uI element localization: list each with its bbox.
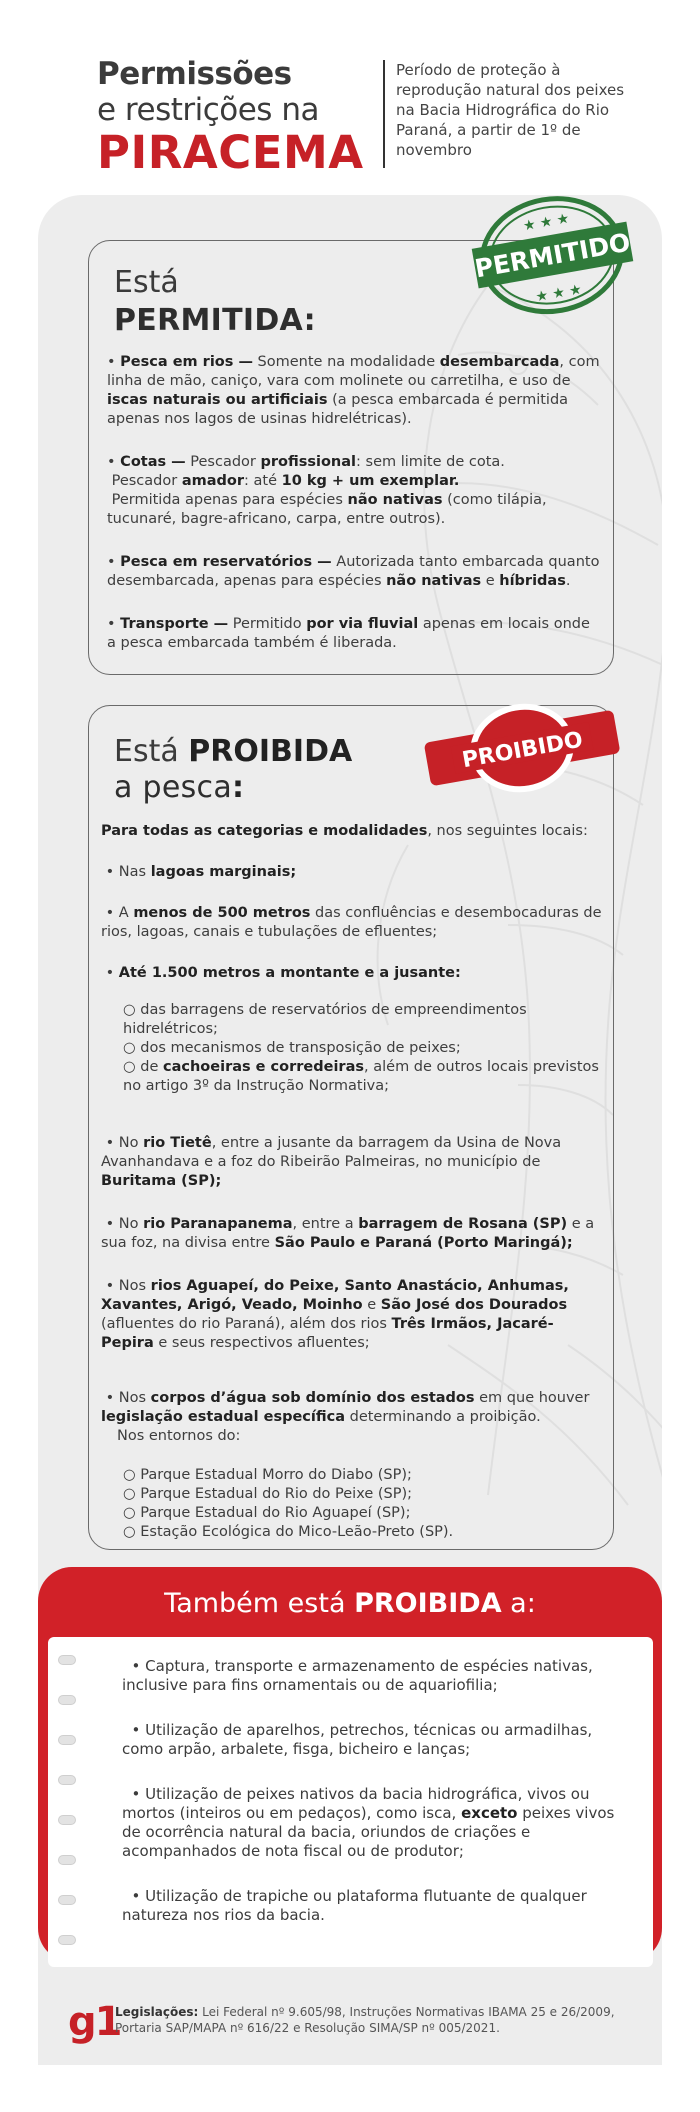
permitted-heading-a: Está — [114, 265, 179, 300]
list-item: • Nos corpos d’água sob domínio dos estados em que houver legislação estadual específica determinando a proibição. — [101, 1390, 590, 1425]
list-item: • No rio Paranapanema, entre a barragem de Rosana (SP) e a sua foz, na divisa entre São Paulo e Paraná (Porto Maringá); — [101, 1216, 595, 1251]
list-subitem: ○ das barragens de reservatórios de empreendimentos hidrelétricos; — [123, 1002, 527, 1037]
forbidden-list — [101, 822, 606, 1542]
permitted-heading-b: PERMITIDA: — [114, 303, 316, 338]
svg-text:★ ★ ★: ★ ★ ★ — [521, 210, 571, 235]
title-line-3: PIRACEMA — [97, 126, 364, 179]
binder-ring-icon — [58, 1655, 76, 1665]
header — [0, 0, 700, 190]
forbidden-heading-b: a pesca: — [114, 770, 245, 805]
list-subitem: ○ dos mecanismos de transposição de peixes; — [123, 1040, 461, 1056]
also-forbidden-title: Também está PROIBIDA a: — [164, 1588, 536, 1619]
subtitle: Período de proteção à reprodução natural dos peixes na Bacia Hidrográfica do Rio Paraná, a partir de 1º de novembro — [396, 61, 625, 159]
list-item: • Cotas — Pescador profissional: sem limite de cota. Pescador amador: até 10 kg + um exemplar. Permitida apenas para espécies não nativas (como tilápia, tucunaré, bagre-africano, carpa, entre outros). — [107, 454, 547, 527]
proibido-stamp-text: PROIBIDO — [460, 727, 585, 774]
forbidden-heading-a: Está PROIBIDA — [114, 734, 353, 769]
list-subitem: ○ de cachoeiras e corredeiras, além de outros locais previstos no artigo 3º da Instrução Normativa; — [123, 1059, 599, 1094]
list-item: • Pesca em reservatórios — Autorizada tanto embarcada quanto desembarcada, apenas para espécies não nativas e híbridas. — [107, 554, 600, 589]
park-item: ○ Estação Ecológica do Mico-Leão-Preto (SP). — [123, 1524, 454, 1540]
g1-logo: g1 — [68, 1999, 121, 2045]
park-item: ○ Parque Estadual do Rio Aguapeí (SP); — [123, 1505, 411, 1521]
also-forbidden-box — [38, 1567, 662, 1962]
list-item: • Utilização de aparelhos, petrechos, técnicas ou armadilhas, como arpão, arbalete, fisga, bicheiro e lanças; — [122, 1721, 593, 1758]
list-item: • Transporte — Permitido por via fluvial apenas em locais onde a pesca embarcada também é liberada. — [107, 616, 590, 651]
list-subintro: Nos entornos do: — [117, 1428, 241, 1444]
list-item: • Utilização de trapiche ou plataforma flutuante de qualquer natureza nos rios da bacia. — [122, 1887, 587, 1924]
list-item: • Nos rios Aguapeí, do Peixe, Santo Anastácio, Anhumas, Xavantes, Arigó, Veado, Moinho e São José dos Dourados (afluentes do rio Paraná), além dos rios Três Irmãos, Jacaré-Pepira e seus respectivos afluentes; — [101, 1278, 569, 1351]
list-item: • Até 1.500 metros a montante e a jusante: — [101, 965, 461, 981]
footer — [38, 1990, 662, 2070]
svg-text:★ ★ ★: ★ ★ ★ — [534, 281, 584, 306]
title-line-1: Permissões — [97, 56, 292, 92]
binder-ring-icon — [58, 1895, 76, 1905]
title-line-2: e restrições na — [97, 92, 319, 128]
permitido-stamp-text: PERMITIDO — [472, 227, 633, 284]
legislation-note: Legislações: Lei Federal nº 9.605/98, Instruções Normativas IBAMA 25 e 26/2009, Portaria SAP/MAPA nº 616/22 e Resolução SIMA/SP nº 005/2021. — [115, 2005, 615, 2035]
list-item: • No rio Tietê, entre a jusante da barragem da Usina de Nova Avanhandava e a foz do Ribeirão Palmeiras, no município de Buritama (SP); — [101, 1135, 562, 1189]
binder-ring-icon — [58, 1855, 76, 1865]
binder-ring-icon — [58, 1935, 76, 1945]
forbidden-intro: Para todas as categorias e modalidades, nos seguintes locais: — [101, 823, 588, 839]
list-item: • Nas lagoas marginais; — [101, 864, 297, 880]
forbidden-card — [88, 705, 614, 1550]
header-divider — [383, 60, 385, 168]
park-item: ○ Parque Estadual do Rio do Peixe (SP); — [123, 1486, 413, 1502]
list-item: • Pesca em rios — Somente na modalidade desembarcada, com linha de mão, caniço, vara com molinete ou carretilha, e uso de iscas naturais ou artificiais (a pesca embarcada é permitida apenas nos lagos de usinas hidrelétricas). — [107, 354, 600, 427]
binder-ring-icon — [58, 1735, 76, 1745]
list-item: • Captura, transporte e armazenamento de espécies nativas, inclusive para fins ornamentais ou de aquariofilia; — [122, 1657, 593, 1694]
page-title — [97, 56, 372, 178]
park-item: ○ Parque Estadual Morro do Diabo (SP); — [123, 1467, 412, 1483]
permitted-list — [107, 353, 602, 653]
notebook-page — [48, 1637, 653, 1967]
list-item: • Utilização de peixes nativos da bacia hidrográfica, vivos ou mortos (inteiros ou em pedaços), como isca, exceto peixes vivos de ocorrência natural da bacia, oriundos de criações e acompanhados de nota fiscal ou de produtor; — [122, 1785, 615, 1860]
binder-ring-icon — [58, 1815, 76, 1825]
list-item: • A menos de 500 metros das confluências e desembocaduras de rios, lagoas, canais e tubulações de efluentes; — [101, 905, 602, 940]
also-forbidden-list — [122, 1657, 632, 1951]
binder-ring-icon — [58, 1695, 76, 1705]
binder-ring-icon — [58, 1775, 76, 1785]
